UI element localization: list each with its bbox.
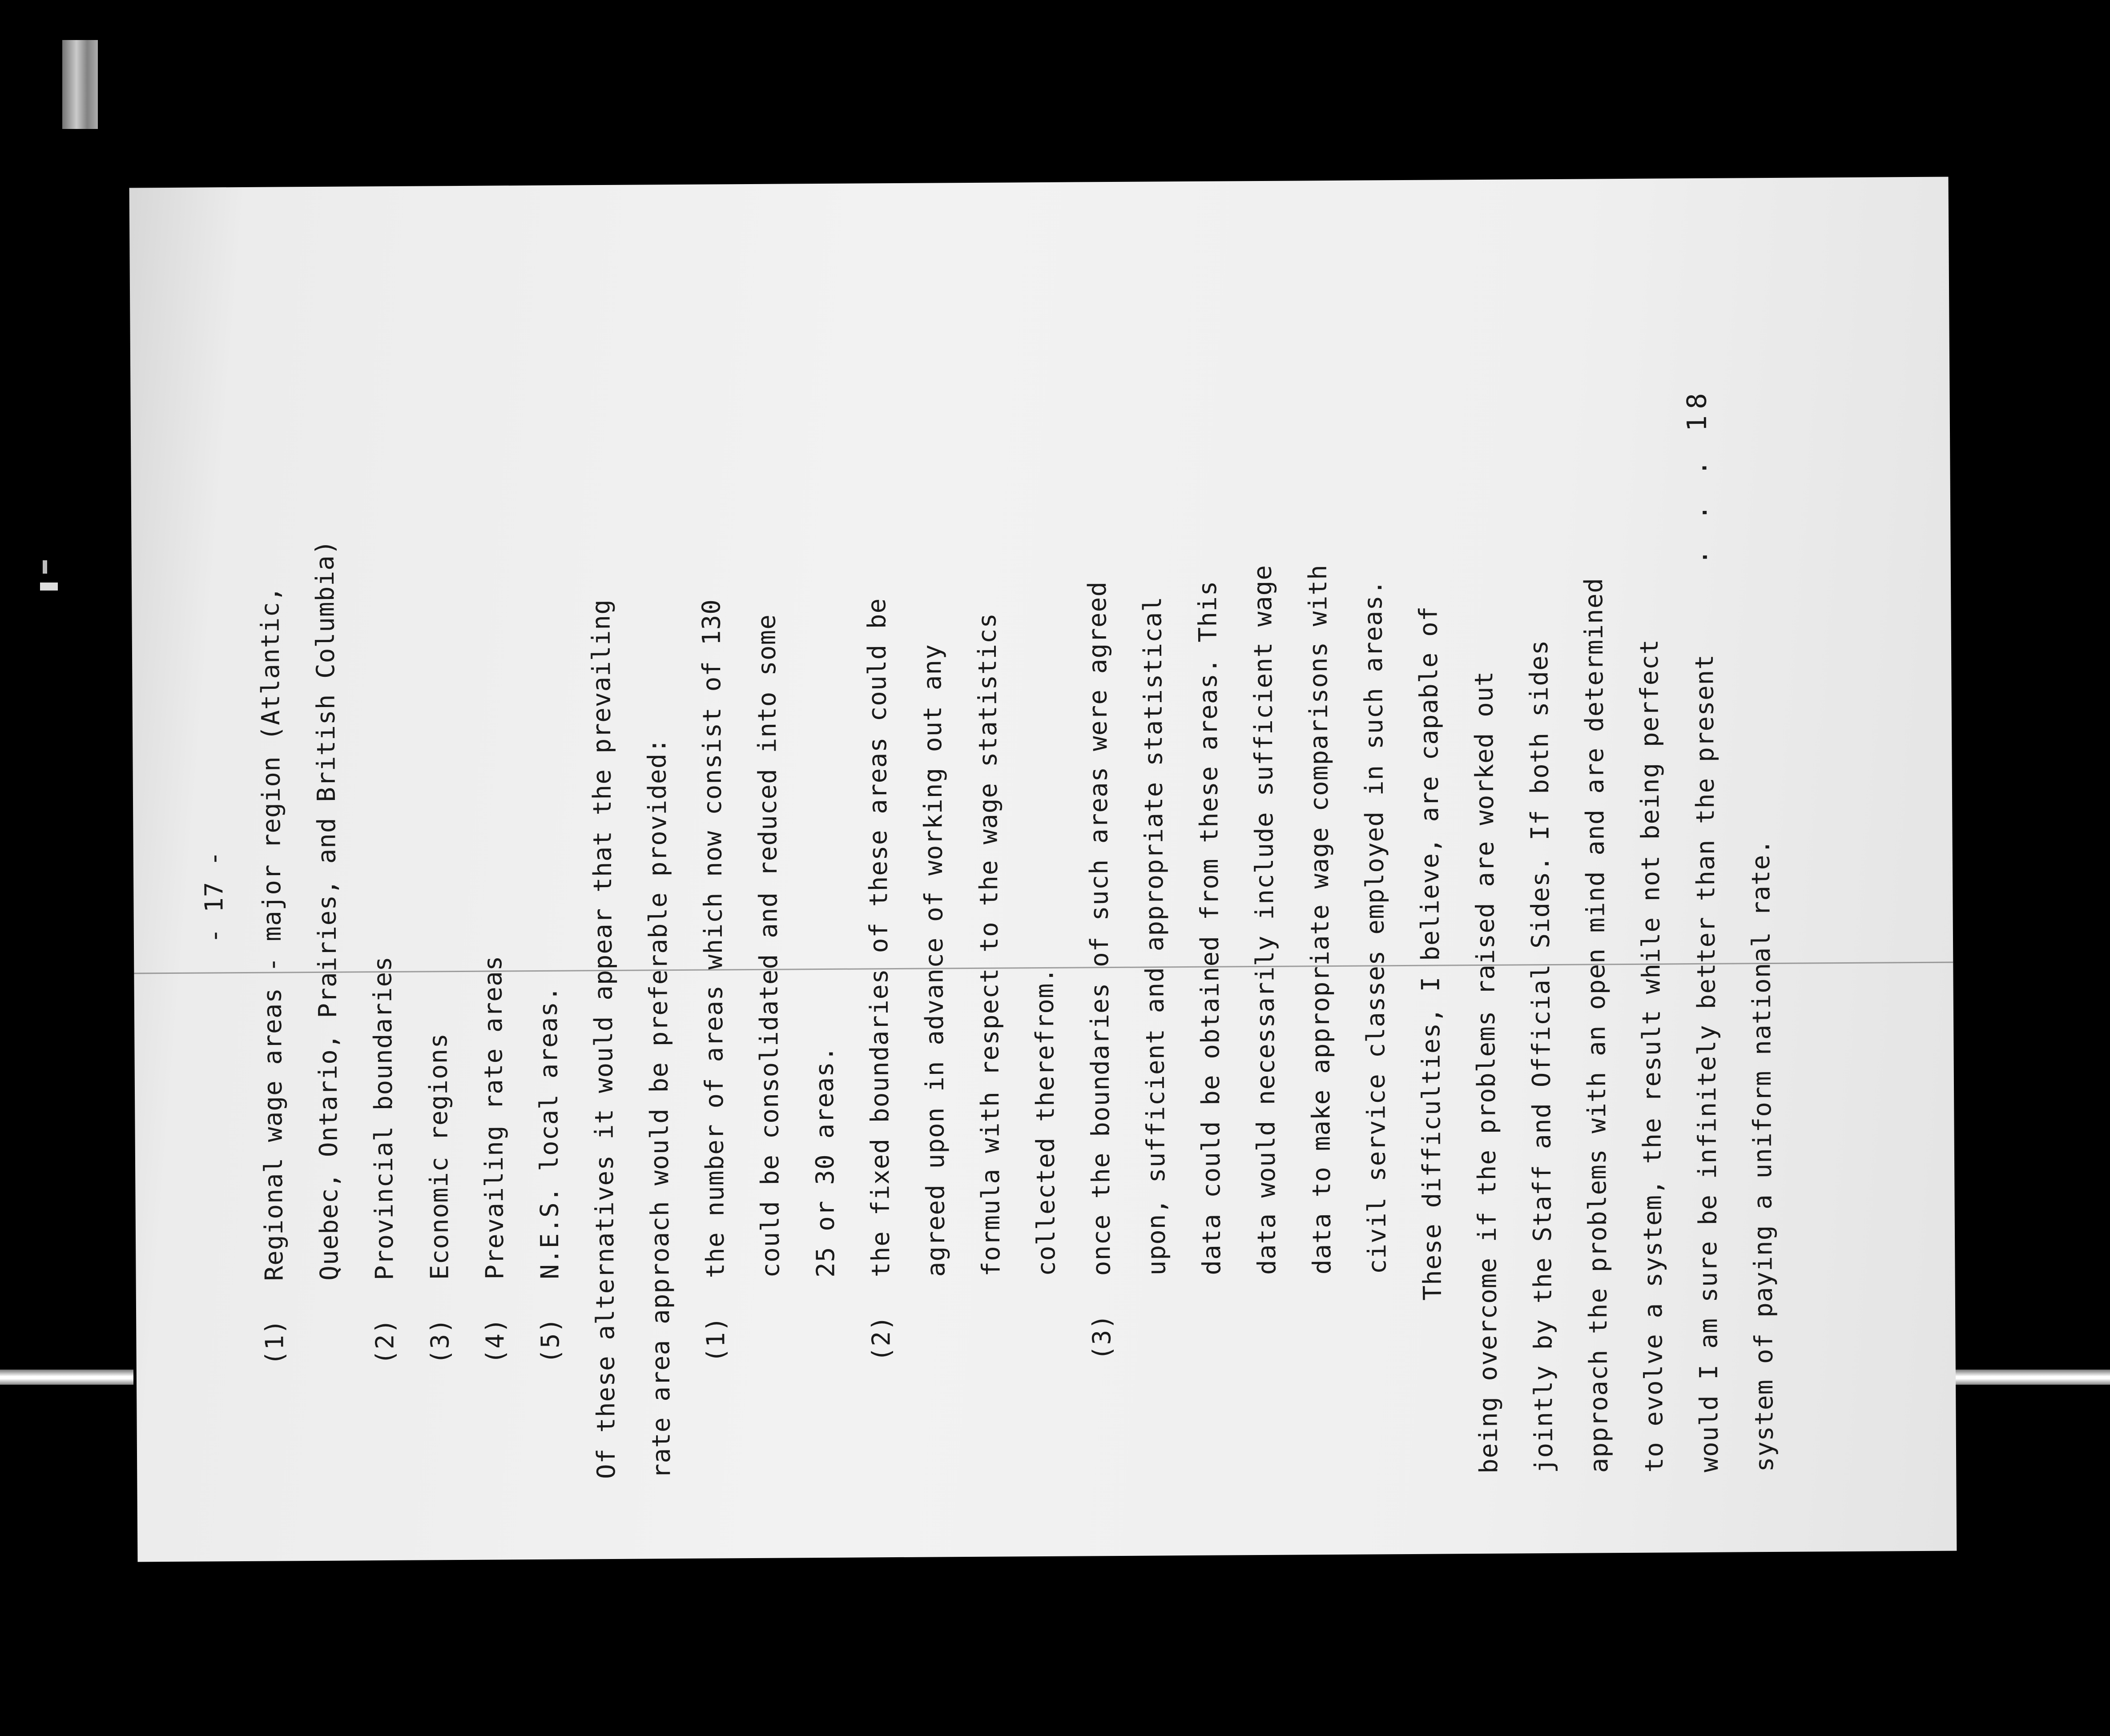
film-edge-mark bbox=[43, 560, 47, 574]
list-item bbox=[684, 599, 744, 1363]
list-text: Prevailing rate areas bbox=[479, 955, 510, 1280]
paragraph-line: These difficulties, I believe, are capable of bbox=[1414, 606, 1447, 1301]
text-line: data could be obtained from these areas. This bbox=[1193, 580, 1227, 1275]
list-text: once the boundaries of such areas were agreed bbox=[1083, 581, 1116, 1276]
text-line: agreed upon in advance of working out any bbox=[918, 643, 951, 1277]
paragraph-line: being overcome if the problems raised are worked out bbox=[1470, 671, 1504, 1474]
document-page bbox=[129, 177, 1957, 1562]
film-light-band-left bbox=[0, 1370, 133, 1385]
continuation-marker: . . . 18 bbox=[1681, 386, 1714, 566]
text-line: data to make appropriate wage comparisons with bbox=[1303, 564, 1337, 1275]
text-line: Quebec, Ontario, Prairies, and British Columbia) bbox=[310, 539, 344, 1281]
list-item bbox=[850, 598, 909, 1362]
list-text: Regional wage areas - major region (Atlantic, bbox=[256, 586, 289, 1281]
document-text bbox=[169, 200, 1780, 1499]
list-text: N.E.S. local areas. bbox=[534, 986, 565, 1279]
list-item bbox=[521, 986, 579, 1364]
list-number: (4) bbox=[481, 1318, 510, 1364]
text-line: formula with respect to the wage statistics bbox=[973, 612, 1006, 1277]
list-text: the fixed boundaries of these areas could be bbox=[862, 598, 896, 1278]
paragraph-line: approach the problems with an open mind and are determined bbox=[1579, 577, 1614, 1473]
list-number: (2) bbox=[867, 1315, 896, 1362]
paragraph-line: system of paying a uniform national rate. bbox=[1746, 839, 1780, 1472]
list-number: (1) bbox=[260, 1319, 290, 1366]
list-item bbox=[466, 955, 523, 1364]
paragraph-line: would I am sure be infinitely better than the present bbox=[1690, 654, 1724, 1473]
list-item bbox=[411, 1033, 468, 1364]
list-number: (3) bbox=[1087, 1314, 1117, 1361]
text-line: upon, sufficient and appropriate statistical bbox=[1138, 596, 1172, 1276]
text-line: data would necessarily include sufficient wage bbox=[1248, 564, 1282, 1275]
list-text: the number of areas which now consist of 130 bbox=[697, 599, 730, 1278]
paragraph-line: to evolve a system, the result while not being perfect bbox=[1635, 639, 1669, 1473]
page-number: - 17 - bbox=[199, 850, 229, 944]
text-line: collected therefrom. bbox=[1030, 967, 1061, 1277]
film-edge-mark bbox=[40, 583, 58, 591]
list-number: (5) bbox=[536, 1317, 565, 1364]
paragraph-line: Of these alternatives it would appear that the prevailing bbox=[587, 599, 621, 1479]
list-text: Provincial boundaries bbox=[368, 956, 399, 1281]
text-line: 25 or 30 areas. bbox=[810, 1046, 841, 1278]
list-item bbox=[355, 956, 413, 1365]
list-item bbox=[1070, 581, 1130, 1361]
list-item bbox=[243, 586, 303, 1366]
text-line: civil service classes employed in such areas. bbox=[1359, 579, 1392, 1274]
paragraph-line: rate area approach would be preferable provided: bbox=[643, 737, 676, 1479]
text-line: could be consolidated and reduced into some bbox=[752, 614, 785, 1278]
list-number: (1) bbox=[701, 1316, 731, 1363]
list-text: Economic regions bbox=[424, 1033, 455, 1280]
list-number: (3) bbox=[426, 1318, 455, 1365]
paragraph-line: jointly by the Staff and Official Sides. If both sides bbox=[1524, 639, 1559, 1474]
list-number: (2) bbox=[370, 1318, 400, 1365]
film-sprocket-mark bbox=[62, 40, 98, 129]
